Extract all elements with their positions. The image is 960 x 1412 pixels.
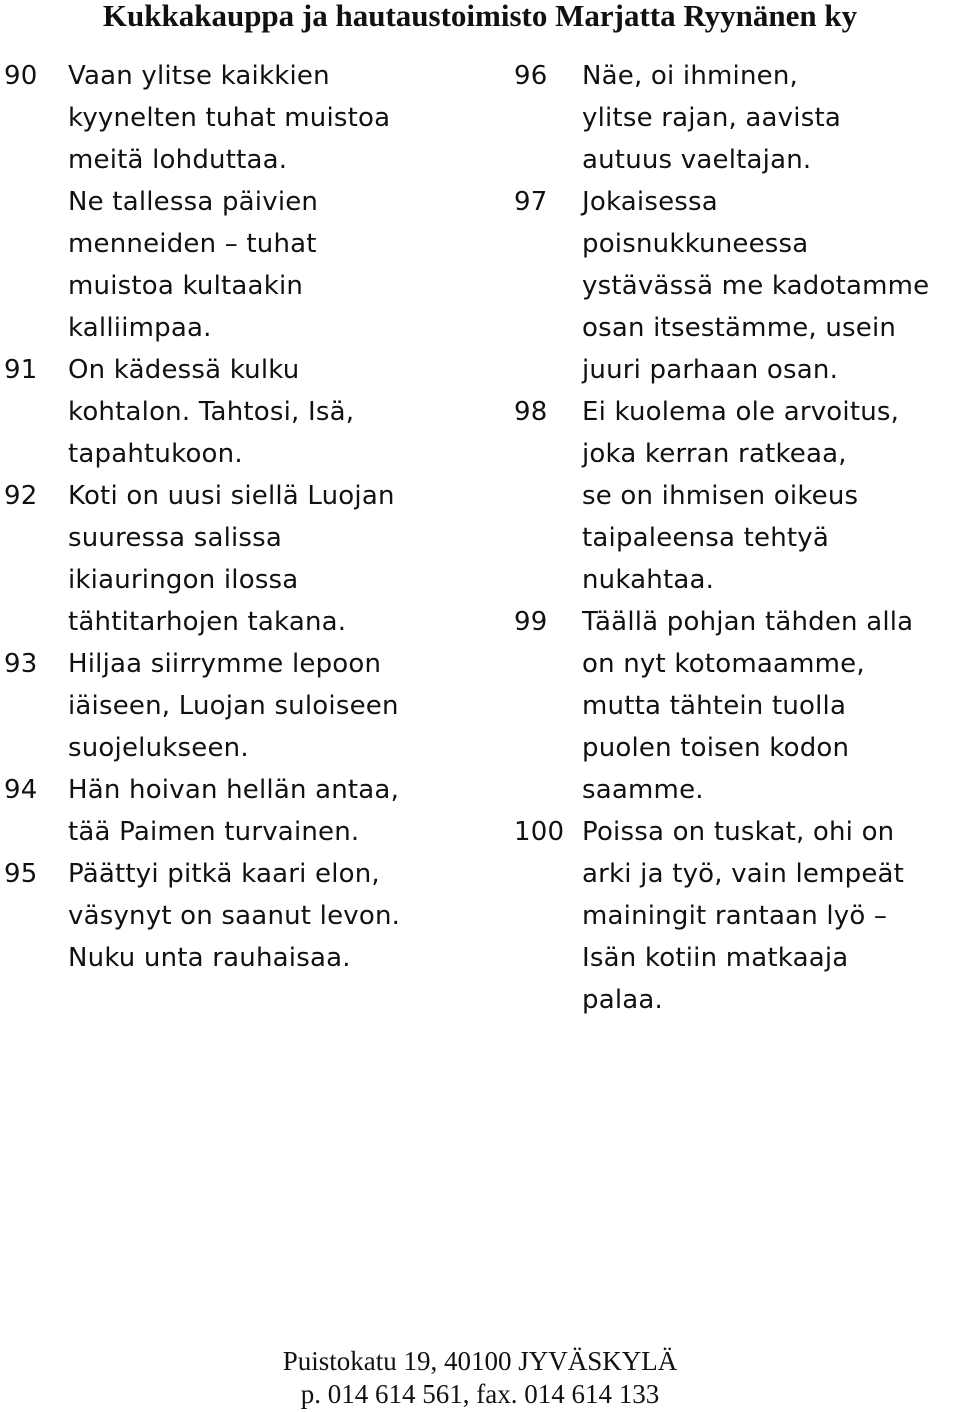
verse-line: on nyt kotomaamme, bbox=[582, 649, 865, 679]
verse-99 bbox=[514, 601, 960, 811]
verse-line: kohtalon. Tahtosi, Isä, bbox=[68, 397, 355, 427]
verse-90 bbox=[0, 55, 470, 349]
verse-line: Täällä pohjan tähden alla bbox=[582, 607, 914, 637]
verse-line: Koti on uusi siellä Luojan bbox=[68, 481, 395, 511]
verse-number: 90 bbox=[4, 61, 38, 91]
verse-number: 91 bbox=[4, 355, 38, 385]
verse-line: mainingit rantaan lyö – bbox=[582, 901, 888, 931]
verse-line: poisnukkuneessa bbox=[582, 229, 809, 259]
verse-line: Nuku unta rauhaisaa. bbox=[68, 943, 351, 973]
verse-91 bbox=[0, 349, 470, 475]
page-title: Kukkakauppa ja hautaustoimisto Marjatta Ryynänen ky bbox=[102, 0, 858, 33]
verse-line: juuri parhaan osan. bbox=[582, 355, 839, 385]
verse-number: 93 bbox=[4, 649, 38, 679]
verse-line: taipaleensa tehtyä bbox=[582, 523, 830, 553]
verse-line: ystävässä me kadotamme bbox=[582, 271, 930, 301]
verse-100 bbox=[514, 811, 960, 1021]
verse-line: puolen toisen kodon bbox=[582, 733, 850, 763]
verse-column-right bbox=[514, 55, 960, 1021]
verse-93 bbox=[0, 643, 470, 769]
footer-address: Puistokatu 19, 40100 JYVÄSKYLÄ bbox=[282, 1346, 678, 1376]
verse-line: väsynyt on saanut levon. bbox=[68, 901, 401, 931]
verse-number: 94 bbox=[4, 775, 38, 805]
verse-line: suojelukseen. bbox=[68, 733, 249, 763]
verse-line: palaa. bbox=[582, 985, 663, 1015]
verse-line: On kädessä kulku bbox=[68, 355, 300, 385]
verse-line: meitä lohduttaa. bbox=[68, 145, 288, 175]
verse-line: Vaan ylitse kaikkien bbox=[68, 61, 330, 91]
verse-line: tää Paimen turvainen. bbox=[68, 817, 360, 847]
verse-number: 97 bbox=[514, 187, 548, 217]
verse-line: osan itsestämme, usein bbox=[582, 313, 897, 343]
verse-line: iäiseen, Luojan suloiseen bbox=[68, 691, 399, 721]
verse-number: 92 bbox=[4, 481, 38, 511]
verse-line: ikiauringon ilossa bbox=[68, 565, 299, 595]
verse-line: se on ihmisen oikeus bbox=[582, 481, 859, 511]
verse-96 bbox=[514, 55, 960, 181]
verse-number: 99 bbox=[514, 607, 548, 637]
verse-column-left bbox=[0, 55, 470, 979]
verse-line: tapahtukoon. bbox=[68, 439, 243, 469]
verse-line: autuus vaeltajan. bbox=[582, 145, 812, 175]
verse-line: kalliimpaa. bbox=[68, 313, 212, 343]
verse-line: Poissa on tuskat, ohi on bbox=[582, 817, 895, 847]
verse-number: 100 bbox=[514, 817, 565, 847]
footer-phone: p. 014 614 561, fax. 014 614 133 bbox=[300, 1379, 660, 1409]
verse-number: 96 bbox=[514, 61, 548, 91]
verse-line: Näe, oi ihminen, bbox=[582, 61, 798, 91]
verse-line: suuressa salissa bbox=[68, 523, 283, 553]
verse-number: 95 bbox=[4, 859, 38, 889]
verse-line: joka kerran ratkeaa, bbox=[582, 439, 847, 469]
verse-line: ylitse rajan, aavista bbox=[582, 103, 841, 133]
verse-98 bbox=[514, 391, 960, 601]
verse-line: Jokaisessa bbox=[582, 187, 718, 217]
verse-92 bbox=[0, 475, 470, 643]
verse-94 bbox=[0, 769, 470, 853]
verse-line: tähtitarhojen takana. bbox=[68, 607, 347, 637]
verse-line: Ne tallessa päivien bbox=[68, 187, 319, 217]
verse-line: arki ja työ, vain lempeät bbox=[582, 859, 905, 889]
verse-line: Isän kotiin matkaaja bbox=[582, 943, 849, 973]
verse-line: Päättyi pitkä kaari elon, bbox=[68, 859, 380, 889]
verse-line: muistoa kultaakin bbox=[68, 271, 304, 301]
verse-line: nukahtaa. bbox=[582, 565, 715, 595]
verse-line: Ei kuolema ole arvoitus, bbox=[582, 397, 900, 427]
verse-95 bbox=[0, 853, 470, 979]
verse-97 bbox=[514, 181, 960, 391]
verse-line: Hiljaa siirrymme lepoon bbox=[68, 649, 382, 679]
verse-line: kyynelten tuhat muistoa bbox=[68, 103, 391, 133]
verse-line: saamme. bbox=[582, 775, 704, 805]
verse-line: menneiden – tuhat bbox=[68, 229, 317, 259]
verse-line: mutta tähtein tuolla bbox=[582, 691, 847, 721]
verse-number: 98 bbox=[514, 397, 548, 427]
verse-line: Hän hoivan hellän antaa, bbox=[68, 775, 400, 805]
